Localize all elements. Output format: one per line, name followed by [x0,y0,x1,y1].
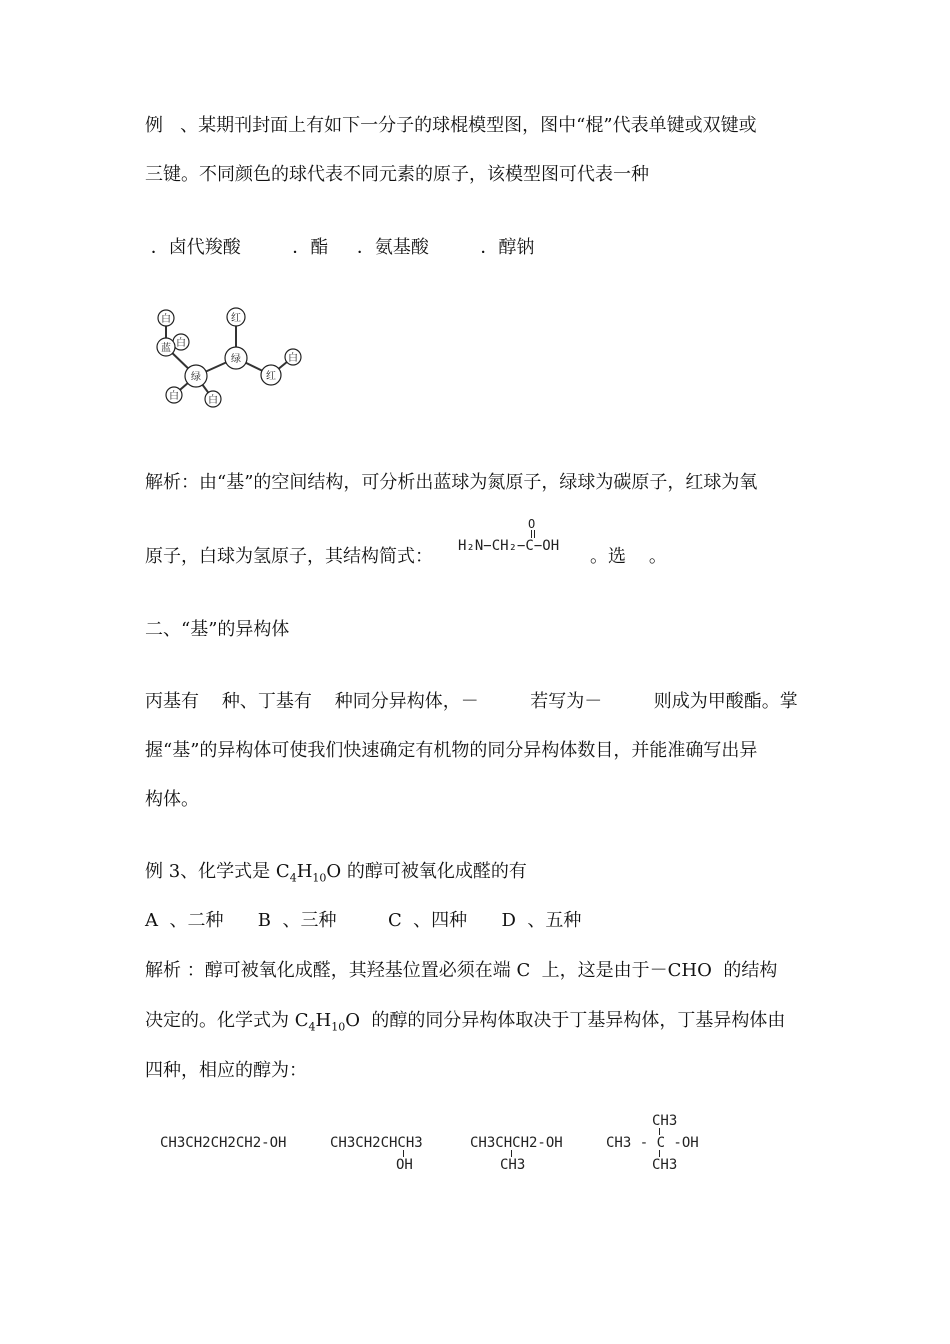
section2-heading: 二、“基”的异构体 [145,619,290,640]
formula-carbonyl-o: O [528,517,536,531]
svg-text:白: 白 [176,338,186,349]
atom-o-1 [227,308,245,326]
example3-question: 例 3、化学式是 $C_4H_{10}O$ 的醇可被氧化成醛的有 [145,861,527,885]
alcohol-3-bond [511,1150,512,1157]
svg-text:蓝: 蓝 [161,343,171,354]
example3-label: 例 3 [145,861,181,882]
atom-h-1 [158,310,174,326]
atom-c-1 [185,365,207,387]
example1-options: ．卤代羧酸 ．酯 ．氨基酸 ．醇钠 [145,237,535,258]
alcohol-3-methyl: CH3 [500,1157,526,1173]
alcohol-1: CH3CH2CH2CH2-OH [160,1135,287,1151]
atom-h-4 [205,391,221,407]
atom-c-2 [225,347,247,369]
analysis1-line2-suffix: 。选 。 [590,546,667,567]
section2-p2: 握“基”的异构体可使我们快速确定有机物的同分异构体数目，并能准确写出异 [145,740,758,761]
analysis3-line2: 决定的。化学式为 $C_4H_{10}O$ 的醇的同分异构体取决于丁基异构体，丁基异构体由 [145,1010,786,1034]
svg-text:白: 白 [161,314,171,325]
atom-o-2 [261,365,281,385]
double-bond-mark [531,530,535,538]
atom-h-3 [166,387,182,403]
alcohol-2-oh: OH [396,1157,413,1173]
alcohol-4-bond-bottom [659,1150,660,1157]
analysis3-line1: 解析 ：醇可被氧化成醛，其羟基位置必须在端 C 上，这是由于－CHO 的结构 [145,960,778,981]
example3-choices: A 、二种 B 、三种 C 、四种 D 、五种 [145,910,582,931]
atom-n [157,338,175,356]
alcohol-4: CH3 - C -OH [606,1135,699,1151]
atom-h-5 [285,349,301,365]
svg-text:绿: 绿 [231,354,241,365]
section2-p3: 构体。 [145,789,199,810]
analysis3-line3: 四种，相应的醇为： [145,1060,307,1081]
svg-text:白: 白 [208,395,218,406]
example1-line1: 例 、某期刊封面上有如下一分子的球棍模型图，图中“棍”代表单键或双键或 [145,115,757,136]
svg-text:白: 白 [169,391,179,402]
alcohol-2-bond [403,1150,404,1157]
alcohol-4-top: CH3 [652,1113,678,1129]
svg-text:白: 白 [288,353,298,364]
alcohol-4-bond-top [659,1128,660,1135]
alcohol-3: CH3CHCH2-OH [470,1135,563,1151]
alcohol-4-bottom: CH3 [652,1157,678,1173]
analysis1-line2-prefix: 原子，白球为氢原子，其结构简式： [145,546,433,567]
section2-p1: 丙基有 种、丁基有 种同分异构体，－ 若写为－ 则成为甲酸酯。掌 [145,691,798,712]
svg-text:红: 红 [266,371,276,382]
alcohol-2: CH3CH2CHCH3 [330,1135,423,1151]
glycine-formula: H₂N−CH₂−C−OH [458,538,560,554]
svg-text:绿: 绿 [191,372,201,383]
ball-stick-model [150,300,310,412]
example1-line2: 三键。不同颜色的球代表不同元素的原子，该模型图可代表一种 [145,164,649,185]
analysis1-line1: 解析：由“基”的空间结构，可分析出蓝球为氮原子，绿球为碳原子，红球为氧 [145,472,758,493]
svg-text:红: 红 [231,313,241,324]
